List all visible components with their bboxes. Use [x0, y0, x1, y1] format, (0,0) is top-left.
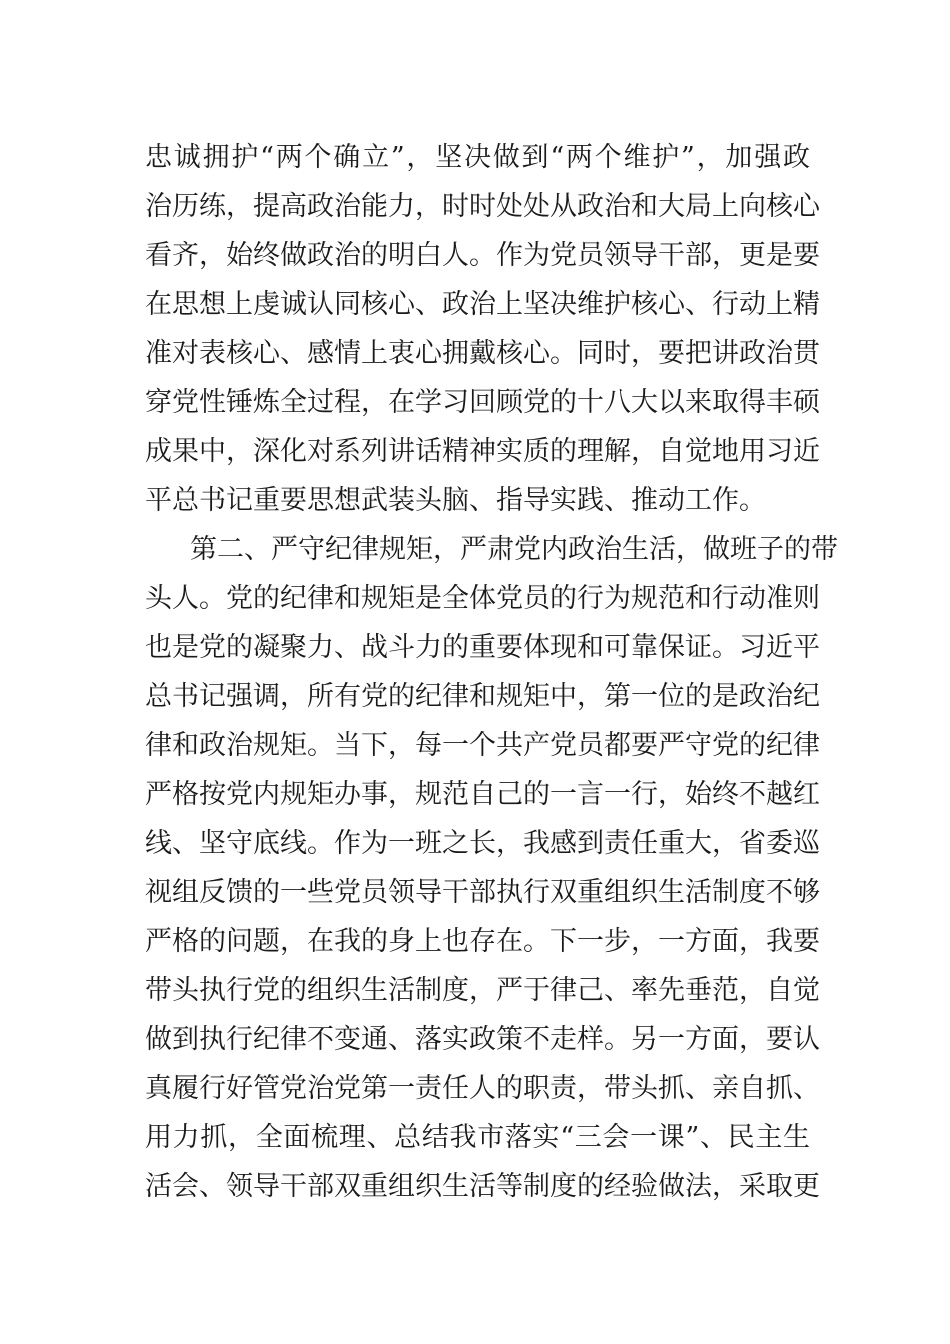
text-line: 准对表核心、感情上衷心拥戴核心。同时，要把讲政治贯	[145, 338, 820, 369]
text-line: 看齐，始终做政治的明白人。作为党员领导干部，更是要	[145, 240, 820, 271]
text-line: 成果中，深化对系列讲话精神实质的理解，自觉地用习近	[145, 436, 820, 467]
text-line-paragraph-start: 第二、严守纪律规矩，严肃党内政治生活，做班子的带	[190, 534, 838, 565]
text-line: 线、坚守底线。作为一班之长，我感到责任重大，省委巡	[145, 828, 820, 859]
text-line-paragraph-end: 平总书记重要思想武装头脑、指导实践、推动工作。	[145, 485, 766, 516]
paragraph-2	[145, 525, 838, 1211]
text-line: 带头执行党的组织生活制度，严于律己、率先垂范，自觉	[145, 975, 820, 1006]
text-line: 忠诚拥护“两个确立”，坚决做到“两个维护”，加强政	[145, 142, 810, 173]
text-line: 视组反馈的一些党员领导干部执行双重组织生活制度不够	[145, 877, 820, 908]
text-line: 活会、领导干部双重组织生活等制度的经验做法，采取更	[145, 1171, 820, 1202]
text-line: 也是党的凝聚力、战斗力的重要体现和可靠保证。习近平	[145, 632, 820, 663]
text-line: 严格按党内规矩办事，规范自己的一言一行，始终不越红	[145, 779, 820, 810]
paragraph-1-continued	[145, 133, 820, 525]
text-line: 做到执行纪律不变通、落实政策不走样。另一方面，要认	[145, 1024, 820, 1055]
text-line: 治历练，提高政治能力，时时处处从政治和大局上向核心	[145, 191, 820, 222]
document-body	[145, 133, 838, 1211]
text-line: 用力抓，全面梳理、总结我市落实“三会一课”、民主生	[145, 1122, 810, 1153]
text-line: 头人。党的纪律和规矩是全体党员的行为规范和行动准则	[145, 583, 820, 614]
text-line: 总书记强调，所有党的纪律和规矩中，第一位的是政治纪	[145, 681, 820, 712]
text-line: 真履行好管党治党第一责任人的职责，带头抓、亲自抓、	[145, 1073, 820, 1104]
text-line: 在思想上虔诚认同核心、政治上坚决维护核心、行动上精	[145, 289, 820, 320]
text-line: 律和政治规矩。当下，每一个共产党员都要严守党的纪律	[145, 730, 820, 761]
text-line: 严格的问题，在我的身上也存在。下一步，一方面，我要	[145, 926, 820, 957]
text-line: 穿党性锤炼全过程，在学习回顾党的十八大以来取得丰硕	[145, 387, 820, 418]
